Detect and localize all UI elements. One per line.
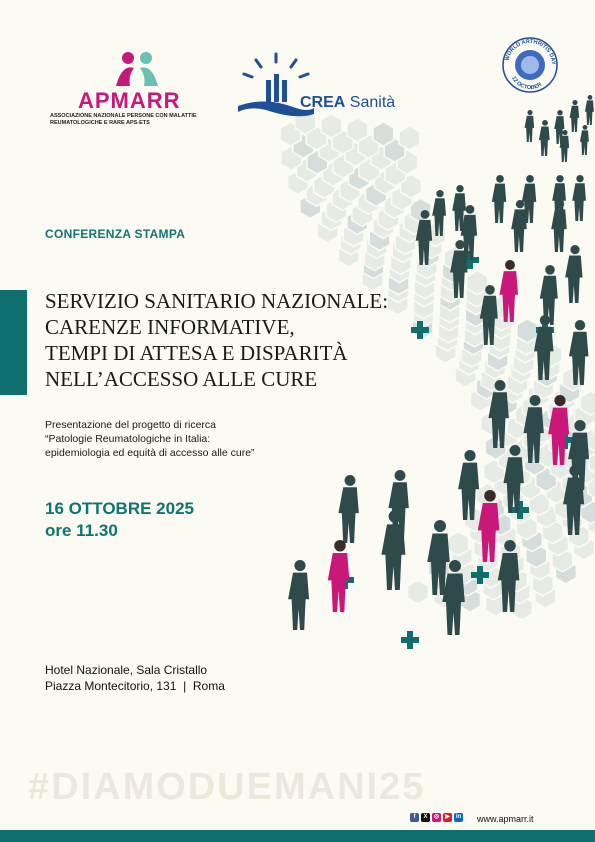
event-datetime <box>45 498 194 542</box>
facebook-icon[interactable]: f <box>410 813 419 822</box>
apmarr-logo-mark <box>112 50 162 90</box>
event-time: ore 11.30 <box>45 521 118 540</box>
x-icon[interactable]: X <box>421 813 430 822</box>
person-figure <box>539 120 550 156</box>
event-label: CONFERENZA STAMPA <box>45 227 186 241</box>
hex-tile <box>321 114 342 138</box>
youtube-icon[interactable]: ▶ <box>443 813 452 822</box>
social-icons <box>410 813 463 822</box>
badge-top-text: WORLD ARTHRITIS DAY <box>504 38 557 65</box>
event-title <box>45 288 445 392</box>
hex-tile <box>373 122 394 146</box>
apmarr-wordmark: APMARR <box>78 88 181 113</box>
hex-tile <box>347 118 368 142</box>
venue-line-1: Hotel Nazionale, Sala Cristallo <box>45 663 208 677</box>
hex-tile <box>517 319 538 343</box>
person-figure <box>585 95 594 125</box>
person-figure <box>580 125 589 155</box>
hex-tile <box>410 198 431 222</box>
event-subtitle <box>45 418 345 460</box>
person-figure <box>572 175 586 221</box>
world-arthritis-day-badge <box>500 35 560 95</box>
person-figure <box>288 560 309 630</box>
person-figure <box>551 200 567 252</box>
footer-bar <box>0 830 595 842</box>
hex-tile <box>399 126 420 150</box>
linkedin-icon[interactable]: in <box>455 814 462 820</box>
highlighted-person <box>328 540 350 612</box>
person-figure <box>570 100 580 132</box>
person-figure <box>525 110 535 142</box>
person-figure <box>511 200 527 252</box>
title-line: NELL’ACCESSO ALLE CURE <box>45 367 318 391</box>
person-figure <box>338 475 358 543</box>
cross-icon <box>401 631 419 649</box>
title-line: TEMPI DI ATTESA E DISPARITÀ <box>45 341 348 365</box>
venue-line-2: Piazza Montecitorio, 131 | Roma <box>45 679 225 693</box>
title-line: CARENZE INFORMATIVE, <box>45 315 295 339</box>
crea-wordmark: CREA Sanità <box>300 94 396 111</box>
title-line: SERVIZIO SANITARIO NAZIONALE: <box>45 289 389 313</box>
badge-bottom-text: 12 OCTOBER <box>510 75 543 92</box>
person-figure <box>565 245 582 303</box>
website-link[interactable]: www.apmarr.it <box>477 814 534 824</box>
instagram-icon[interactable]: ◎ <box>433 814 440 820</box>
subtitle-line: “Patologie Reumatologiche in Italia: <box>45 433 211 445</box>
event-venue <box>45 662 225 694</box>
hex-tile <box>467 271 488 295</box>
apmarr-tagline: ASSOCIAZIONE NAZIONALE PERSONE CON MALATTIE REUMATOLOGICHE E RARE APS-ETS <box>50 113 197 126</box>
campaign-hashtag: #DIAMODUEMANI25 <box>28 766 426 808</box>
event-date: 16 OTTOBRE 2025 <box>45 499 194 518</box>
hex-tile <box>408 580 429 604</box>
subtitle-line: Presentazione del progetto di ricerca <box>45 419 217 431</box>
side-accent-bar <box>0 290 27 395</box>
hex-tile <box>448 532 469 556</box>
subtitle-line: epidemiologia ed equità di accesso alle cure” <box>45 447 255 459</box>
person-figure <box>492 175 506 223</box>
